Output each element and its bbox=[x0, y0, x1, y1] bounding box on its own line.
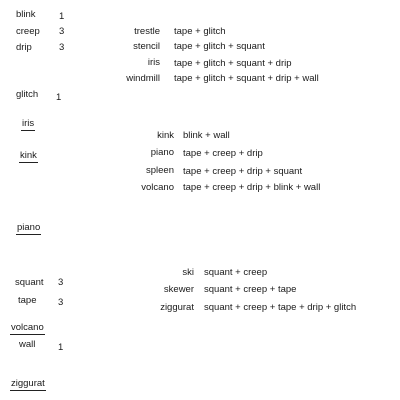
word-tape: tape bbox=[18, 295, 37, 306]
group1-name-iris: iris bbox=[147, 57, 160, 68]
group2-recipe-kink: blink + wall bbox=[183, 130, 230, 141]
word-ziggurat: ziggurat bbox=[11, 378, 45, 389]
word-glitch: glitch bbox=[16, 89, 39, 100]
group1-name-stencil: stencil bbox=[133, 41, 160, 52]
group2-name-spleen: spleen bbox=[146, 165, 174, 176]
group2-name-volcano: volcano bbox=[141, 182, 174, 193]
group3-recipe-ziggurat: squant + creep + tape + drip + glitch bbox=[204, 302, 357, 313]
group1-name-trestle: trestle bbox=[134, 26, 160, 37]
word-squant: squant bbox=[15, 277, 44, 288]
group1-recipe-windmill: tape + glitch + squant + drip + wall bbox=[174, 73, 319, 84]
word-wall: wall bbox=[19, 339, 36, 350]
group3-recipe-skewer: squant + creep + tape bbox=[204, 284, 297, 295]
word-blink: blink bbox=[16, 9, 36, 20]
word-kink: kink bbox=[20, 150, 37, 161]
word-piano: piano bbox=[17, 222, 41, 233]
group1-name-windmill: windmill bbox=[126, 73, 160, 84]
count-squant: 3 bbox=[58, 277, 64, 288]
word-volcano: volcano bbox=[11, 322, 44, 333]
group1-recipe-stencil: tape + glitch + squant bbox=[174, 41, 265, 52]
group2-recipe-spleen: tape + creep + drip + squant bbox=[183, 166, 303, 177]
group3-name-ski: ski bbox=[182, 267, 194, 278]
word-drip: drip bbox=[16, 42, 32, 53]
group1-recipe-trestle: tape + glitch bbox=[174, 26, 226, 37]
count-tape: 3 bbox=[58, 297, 64, 308]
group2-name-piano: piano bbox=[150, 147, 174, 158]
count-drip: 3 bbox=[59, 42, 65, 53]
word-iris: iris bbox=[22, 118, 35, 129]
count-blink: 1 bbox=[59, 11, 65, 22]
group2-recipe-volcano: tape + creep + drip + blink + wall bbox=[183, 182, 321, 193]
count-wall: 1 bbox=[58, 342, 64, 353]
word-creep: creep bbox=[16, 26, 40, 37]
group2-recipe-piano: tape + creep + drip bbox=[183, 148, 263, 159]
group2-name-kink: kink bbox=[157, 130, 174, 141]
count-glitch: 1 bbox=[56, 92, 62, 103]
group3-name-skewer: skewer bbox=[163, 284, 194, 295]
group3-name-ziggurat: ziggurat bbox=[160, 302, 194, 313]
count-creep: 3 bbox=[59, 26, 65, 37]
group3-recipe-ski: squant + creep bbox=[204, 267, 268, 278]
group1-recipe-iris: tape + glitch + squant + drip bbox=[174, 58, 292, 69]
